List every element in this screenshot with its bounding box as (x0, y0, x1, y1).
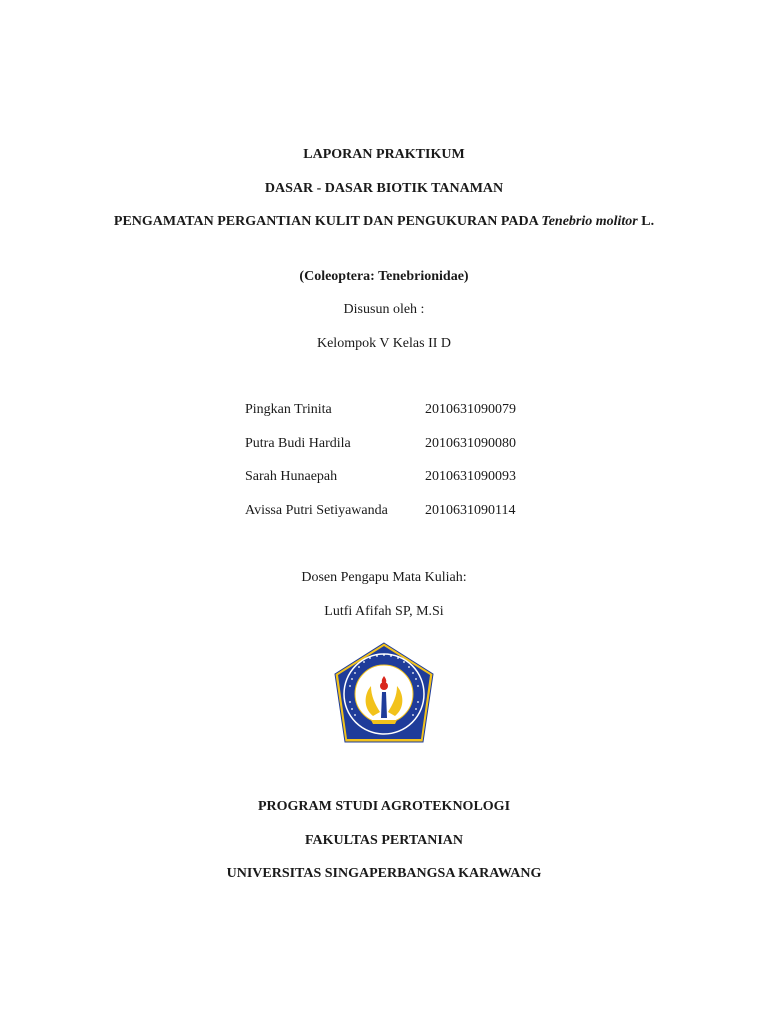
report-title-author: L. (641, 214, 655, 229)
member-name: Avissa Putri Setiyawanda (245, 503, 388, 518)
report-type: LAPORAN PRAKTIKUM (303, 147, 465, 162)
member-name: Sarah Hunaepah (245, 469, 338, 484)
member-name: Pingkan Trinita (245, 402, 332, 417)
report-title-species: molitor (595, 214, 638, 229)
report-title-genus: Tenebrio (541, 214, 593, 229)
prepared-by: Disusun oleh : (343, 302, 425, 317)
member-nim: 2010631090079 (425, 402, 516, 417)
faculty: FAKULTAS PERTANIAN (304, 833, 464, 848)
report-title (110, 211, 658, 233)
member-nim: 2010631090080 (425, 436, 516, 451)
study-program: PROGRAM STUDI AGROTEKNOLOGI (257, 799, 511, 814)
university-logo-icon (333, 642, 435, 745)
member-nim: 2010631090093 (425, 469, 516, 484)
lecturer-label: Dosen Pengapu Mata Kuliah: (301, 570, 467, 585)
group-class: Kelompok V Kelas II D (316, 336, 452, 351)
course-name: DASAR - DASAR BIOTIK TANAMAN (264, 181, 504, 196)
lecturer-name: Lutfi Afifah SP, M.Si (324, 604, 444, 619)
logo-base (371, 720, 397, 724)
member-name: Putra Budi Hardila (245, 436, 351, 451)
logo-center-stem (381, 692, 387, 718)
member-nim: 2010631090114 (425, 503, 516, 518)
report-title-main: PENGAMATAN PERGANTIAN KULIT DAN PENGUKURAN PADA (113, 214, 538, 229)
taxonomy: (Coleoptera: Tenebrionidae) (299, 269, 469, 284)
university-name: UNIVERSITAS SINGAPERBANGSA KARAWANG (226, 866, 542, 881)
